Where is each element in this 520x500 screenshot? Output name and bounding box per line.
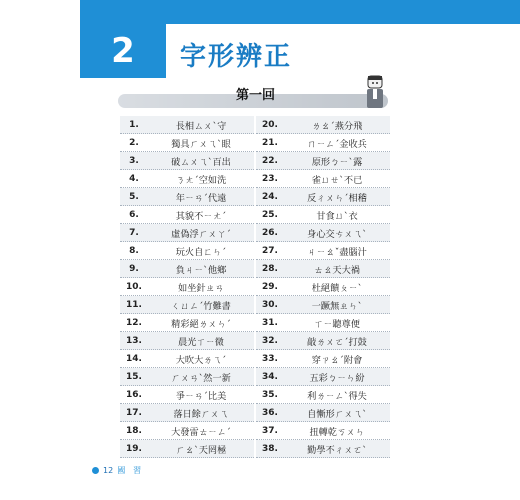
page-marker-icon <box>92 467 99 474</box>
table-row <box>256 206 390 224</box>
table-row <box>256 152 390 170</box>
row-text: ㄐㄧㄠˇ盡腦汁 <box>307 246 367 258</box>
row-number: 35. <box>262 389 278 400</box>
row-text: 大吹大ㄌㄟˊ <box>175 354 227 366</box>
row-number: 12. <box>126 317 142 328</box>
chapter-number: 2 <box>111 31 135 71</box>
row-number: 32. <box>262 335 278 346</box>
row-number: 26. <box>262 227 278 238</box>
section-tag: 國 習 <box>117 466 142 475</box>
student-mascot-icon <box>364 74 386 110</box>
row-number: 7. <box>129 227 139 238</box>
right-column <box>256 116 390 458</box>
row-text: 杜絕饋ㄆㄧˋ <box>311 282 363 294</box>
row-text: 扭轉乾ㄎㄨㄣ <box>309 426 365 438</box>
row-text: 晨光ㄒㄧ微 <box>178 336 224 348</box>
row-text: 其貌不ㄧㄤˊ <box>175 210 227 222</box>
page-number: 12 <box>103 466 114 475</box>
table-row <box>120 422 254 440</box>
table-row <box>120 350 254 368</box>
row-number: 4. <box>129 173 139 184</box>
row-number: 6. <box>129 209 139 220</box>
row-number: 3. <box>129 155 139 166</box>
row-text: ㄒㄧ聽尊便 <box>314 318 360 330</box>
row-text: 大發雷ㄊㄧㄥˊ <box>171 426 231 438</box>
row-text: ㄏㄨㄢˋ然一新 <box>171 372 231 384</box>
row-text: 原形ㄅㄧˋ露 <box>311 156 363 168</box>
table-row <box>120 170 254 188</box>
row-text: 負ㄐㄧˋ他鄉 <box>175 264 227 276</box>
table-row <box>120 206 254 224</box>
table-row <box>256 278 390 296</box>
row-number: 34. <box>262 371 278 382</box>
row-number: 17. <box>126 407 142 418</box>
table-row <box>256 116 390 134</box>
row-text: 爭ㄧㄢˊ比美 <box>175 390 227 402</box>
row-text: ㄇㄧㄥˊ金收兵 <box>307 138 367 150</box>
table-row <box>256 404 390 422</box>
table-row <box>256 314 390 332</box>
row-text: 一蹶無ㄓㄣˋ <box>311 300 363 312</box>
character-table <box>120 116 388 456</box>
table-row <box>120 242 254 260</box>
row-text: ㄏㄠˋ天罔極 <box>175 444 227 456</box>
row-number: 11. <box>126 299 142 310</box>
chapter-title: 字形辨正 <box>180 42 293 72</box>
table-row <box>256 296 390 314</box>
row-text: 精彩絕ㄌㄨㄣˊ <box>171 318 231 330</box>
row-number: 9. <box>129 263 139 274</box>
row-text: 穿ㄗㄠˊ附會 <box>311 354 363 366</box>
page-footer <box>92 465 141 476</box>
row-number: 19. <box>126 443 142 454</box>
row-text: 落日餘ㄏㄨㄟ <box>173 408 229 420</box>
table-row <box>256 422 390 440</box>
row-number: 10. <box>126 281 142 292</box>
row-text: 自慚形ㄏㄨㄟˋ <box>307 408 367 420</box>
row-number: 36. <box>262 407 278 418</box>
row-text: 年ㄧㄢˊ代遠 <box>175 192 227 204</box>
row-number: 33. <box>262 353 278 364</box>
row-text: 五彩ㄅㄧㄣ紛 <box>309 372 365 384</box>
table-row <box>120 188 254 206</box>
row-number: 15. <box>126 371 142 382</box>
table-row <box>256 170 390 188</box>
table-row <box>120 224 254 242</box>
row-number: 22. <box>262 155 278 166</box>
table-row <box>256 188 390 206</box>
table-row <box>120 260 254 278</box>
row-number: 16. <box>126 389 142 400</box>
row-number: 28. <box>262 263 278 274</box>
row-number: 30. <box>262 299 278 310</box>
row-text: 反ㄔㄨㄣˊ相稽 <box>307 192 367 204</box>
table-row <box>256 386 390 404</box>
header-band <box>80 0 520 24</box>
table-row <box>256 440 390 458</box>
row-number: 21. <box>262 137 278 148</box>
row-text: 玩火自ㄈㄣˊ <box>175 246 227 258</box>
table-row <box>256 224 390 242</box>
table-row <box>256 368 390 386</box>
row-number: 29. <box>262 281 278 292</box>
chapter-number-box <box>80 24 166 78</box>
row-text: 破ㄙㄨㄟˋ百出 <box>171 156 231 168</box>
row-text: ㄑㄩㄥˊ竹難書 <box>171 300 231 312</box>
table-row <box>120 386 254 404</box>
table-row <box>120 314 254 332</box>
table-row <box>120 332 254 350</box>
table-row <box>120 116 254 134</box>
row-number: 24. <box>262 191 278 202</box>
row-text: 長相ㄙㄨˋ守 <box>175 120 227 132</box>
row-number: 31. <box>262 317 278 328</box>
table-row <box>120 134 254 152</box>
row-number: 38. <box>262 443 278 454</box>
row-number: 25. <box>262 209 278 220</box>
row-text: ㄊㄠ天大禍 <box>314 264 360 276</box>
row-text: 獨具ㄏㄨㄟˋ眼 <box>171 138 231 150</box>
row-number: 1. <box>129 119 139 130</box>
row-number: 14. <box>126 353 142 364</box>
row-text: 甘食ㄩˋ衣 <box>316 210 358 222</box>
table-row <box>256 332 390 350</box>
table-row <box>120 368 254 386</box>
row-number: 2. <box>129 137 139 148</box>
row-number: 8. <box>129 245 139 256</box>
table-row <box>256 242 390 260</box>
row-number: 18. <box>126 425 142 436</box>
row-text: 雀ㄩㄝˋ不已 <box>311 174 363 186</box>
row-text: 利ㄌㄧㄥˋ得失 <box>307 390 367 402</box>
table-row <box>120 152 254 170</box>
row-number: 13. <box>126 335 142 346</box>
row-text: 身心交ㄘㄨㄟˋ <box>307 228 367 240</box>
table-row <box>120 296 254 314</box>
table-row <box>256 260 390 278</box>
row-number: 27. <box>262 245 278 256</box>
round-label: 第一回 <box>236 88 276 103</box>
row-number: 5. <box>129 191 139 202</box>
row-text: ㄌㄠˊ燕分飛 <box>311 120 363 132</box>
left-column <box>120 116 254 458</box>
row-number: 37. <box>262 425 278 436</box>
row-number: 23. <box>262 173 278 184</box>
row-text: 勤學不ㄔㄨㄛˋ <box>307 444 367 456</box>
row-text: 如坐針ㄓㄢ <box>178 282 224 294</box>
row-text: 敲ㄌㄨㄛˊ打鼓 <box>307 336 367 348</box>
table-row <box>120 440 254 458</box>
row-number: 20. <box>262 119 278 130</box>
row-text: 虛偽浮ㄏㄨㄚˊ <box>171 228 231 240</box>
row-text: ㄋㄤˊ空如洗 <box>175 174 227 186</box>
table-row <box>256 134 390 152</box>
table-row <box>120 278 254 296</box>
table-row <box>256 350 390 368</box>
table-row <box>120 404 254 422</box>
